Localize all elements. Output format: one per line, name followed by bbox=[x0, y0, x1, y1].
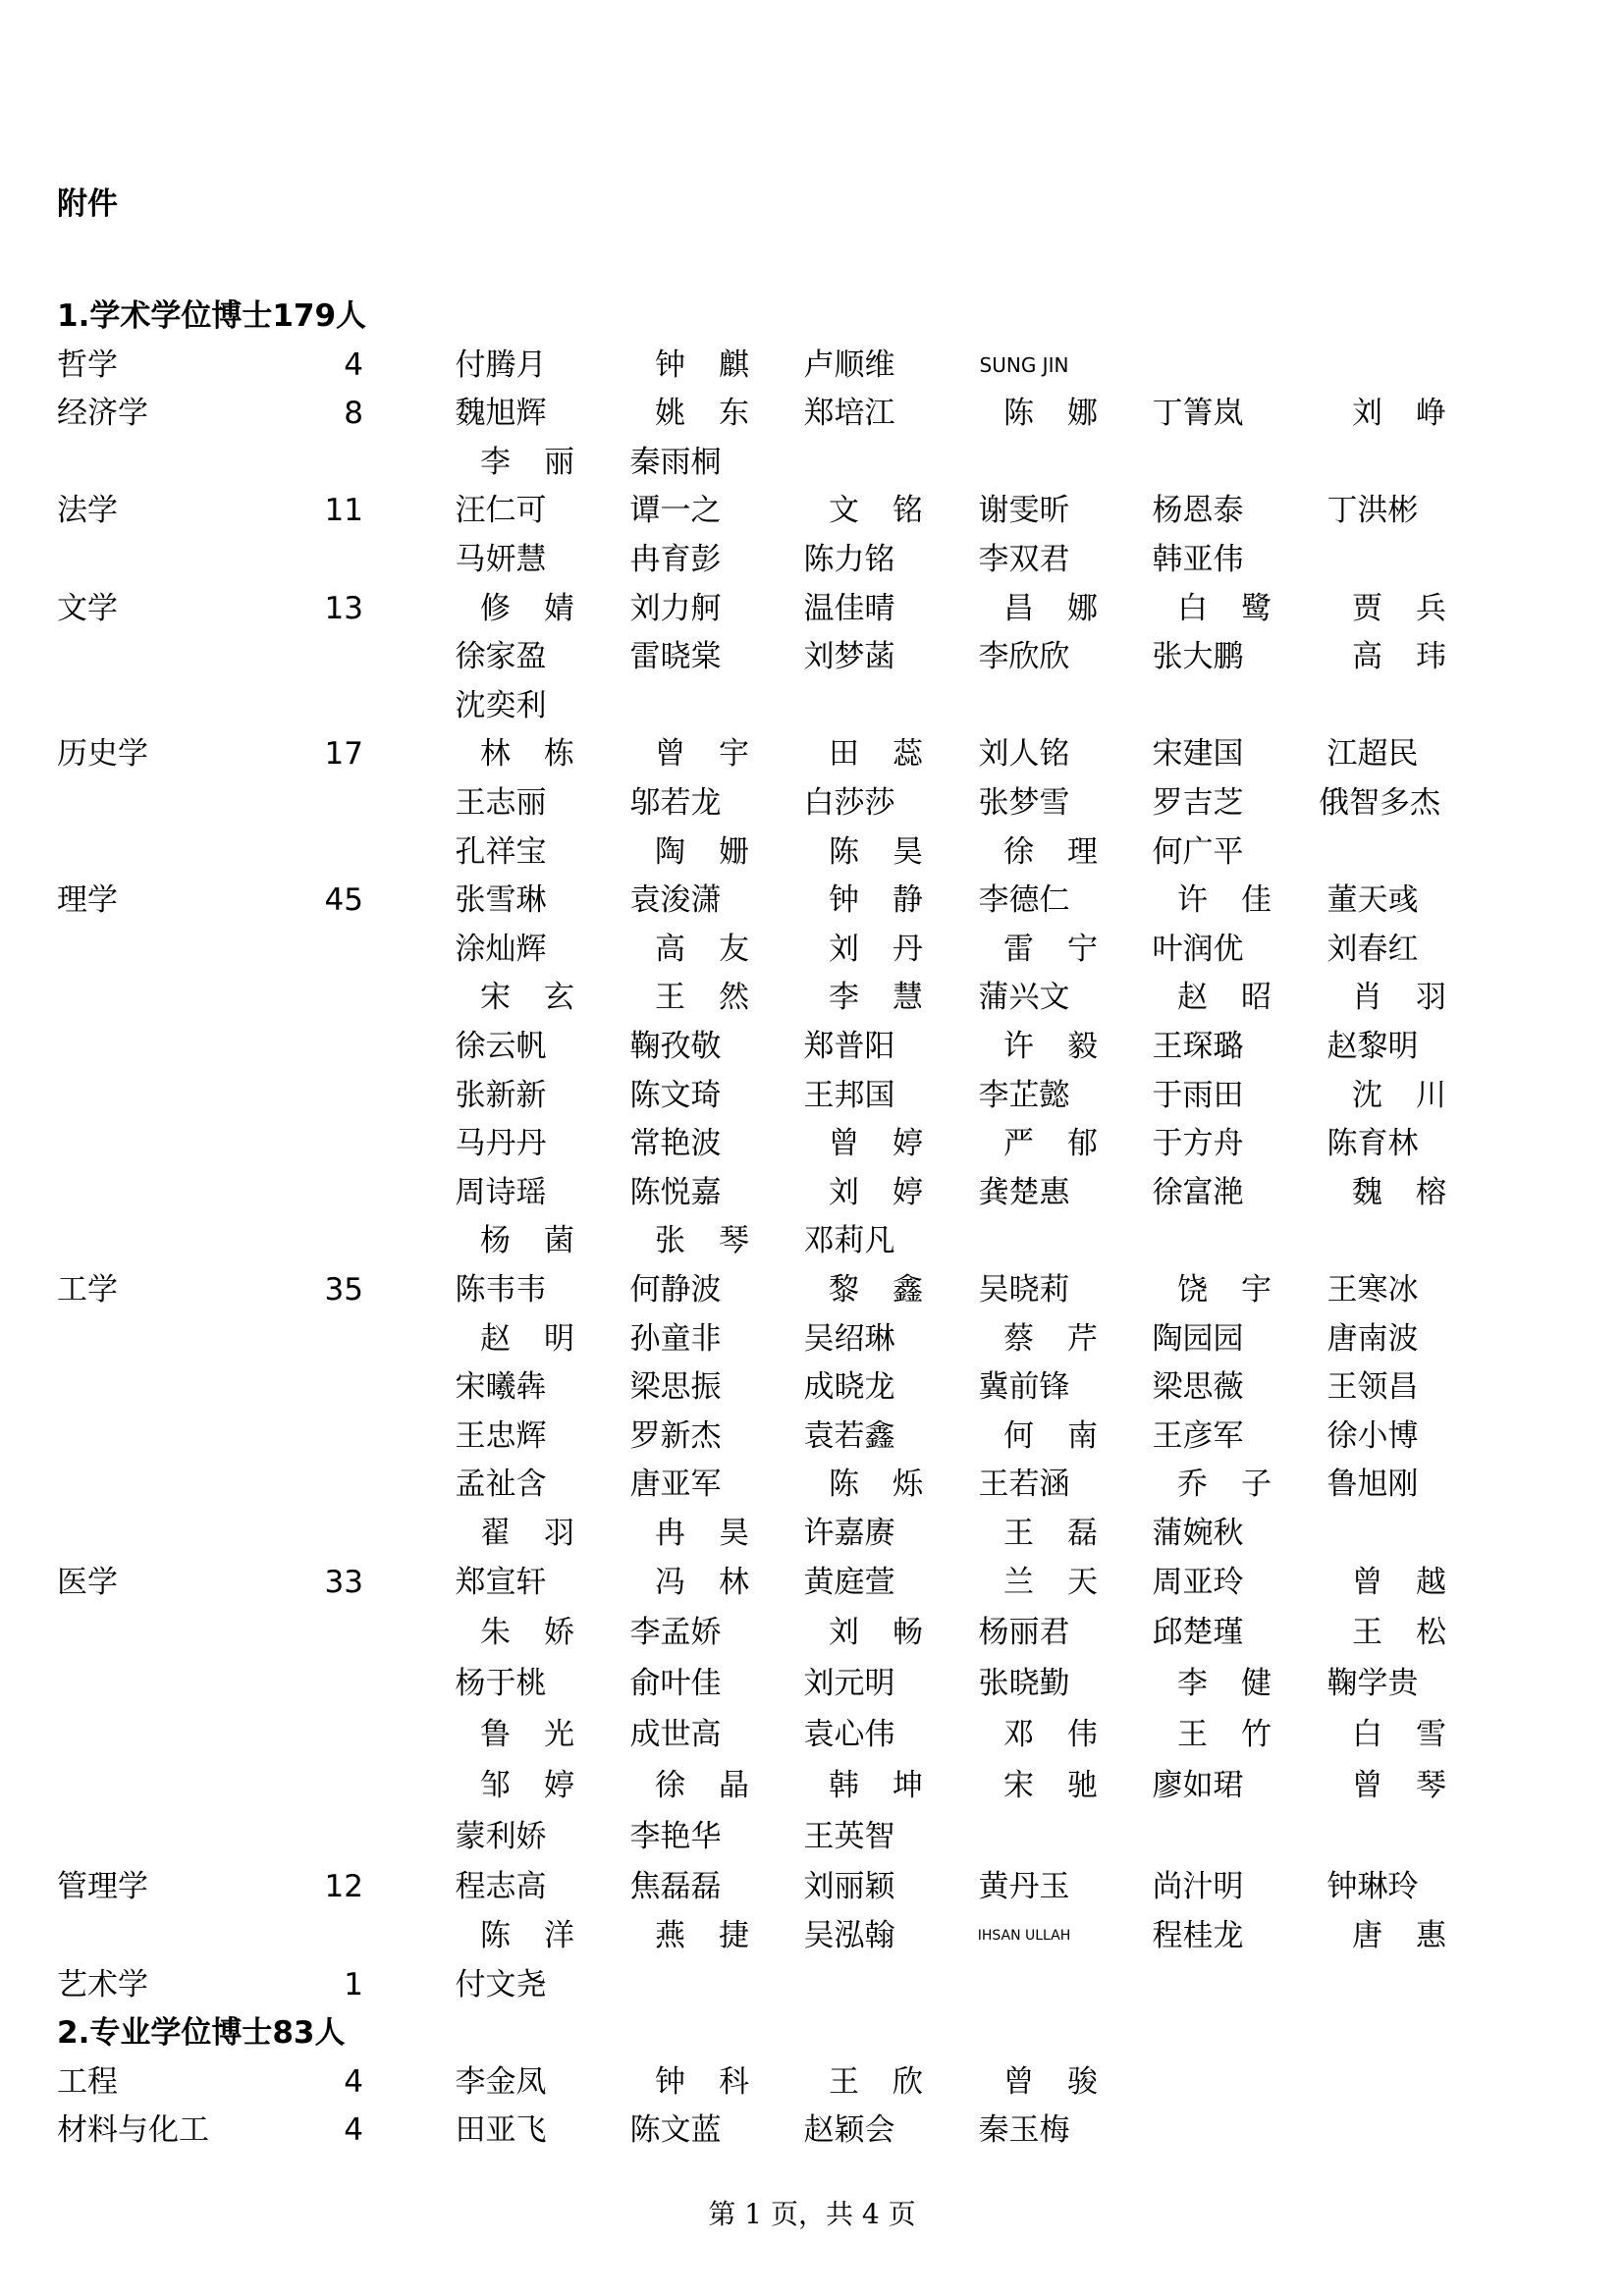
subject-row bbox=[0, 732, 1624, 775]
person-name: 袁心伟 bbox=[803, 1717, 895, 1752]
person-name: 邱楚瑾 bbox=[1152, 1615, 1244, 1651]
person-name: 朱娇 bbox=[480, 1615, 608, 1651]
person-name: 兰天 bbox=[1003, 1564, 1131, 1600]
person-name: 刘梦菡 bbox=[803, 639, 895, 675]
person-name: 杨恩泰 bbox=[1152, 493, 1244, 529]
subject-row bbox=[0, 2109, 1624, 2152]
person-name: 梁思薇 bbox=[1152, 1369, 1244, 1406]
person-name: 李艳华 bbox=[629, 1818, 722, 1854]
person-name: 沈奕利 bbox=[455, 687, 547, 723]
person-name: 钟静 bbox=[829, 882, 956, 919]
person-name: 肖羽 bbox=[1352, 980, 1480, 1016]
person-name: 曾越 bbox=[1352, 1564, 1480, 1600]
person-name: 陶园园 bbox=[1152, 1320, 1244, 1357]
person-name: 钟琳玲 bbox=[1326, 1869, 1419, 1905]
person-name: 刘元明 bbox=[803, 1666, 895, 1702]
person-name: 张晓勤 bbox=[978, 1666, 1070, 1702]
person-name: 曾婷 bbox=[829, 1126, 956, 1162]
person-name: 陈育林 bbox=[1326, 1126, 1419, 1162]
subject-row bbox=[0, 538, 1624, 581]
person-name: 鞠孜敬 bbox=[629, 1029, 722, 1064]
person-name: 乔子 bbox=[1177, 1467, 1305, 1503]
person-name: 饶宇 bbox=[1177, 1272, 1305, 1308]
subject-row bbox=[0, 1317, 1624, 1361]
subject-name: 艺术学 bbox=[57, 1966, 148, 2002]
person-name: 赵明 bbox=[480, 1320, 608, 1357]
page-footer: 第 1 页，共 4 页 bbox=[708, 2198, 916, 2230]
person-name: 高玮 bbox=[1352, 639, 1480, 675]
subject-row bbox=[0, 1365, 1624, 1409]
person-name: 蒙利娇 bbox=[455, 1818, 547, 1854]
person-name: 鲁旭刚 bbox=[1326, 1467, 1419, 1503]
person-name: 周诗瑶 bbox=[455, 1174, 547, 1210]
person-name: 雷宁 bbox=[1003, 931, 1131, 967]
person-name: 杨丽君 bbox=[978, 1615, 1070, 1651]
person-name: 赵颖会 bbox=[803, 2112, 895, 2149]
person-name: 程志高 bbox=[455, 1869, 547, 1905]
subject-count: 11 bbox=[324, 493, 363, 529]
person-name: 王忠辉 bbox=[455, 1417, 547, 1454]
person-name: 许佳 bbox=[1177, 882, 1305, 919]
person-name: 王寒冰 bbox=[1326, 1272, 1419, 1308]
person-name: 白雪 bbox=[1352, 1717, 1480, 1752]
person-name: 徐云帆 bbox=[455, 1029, 547, 1064]
person-name: 付文尧 bbox=[455, 1966, 547, 2002]
person-name: 陈娜 bbox=[1003, 396, 1131, 432]
person-name: 钟麒 bbox=[655, 347, 783, 383]
person-name: 俄智多杰 bbox=[1319, 785, 1440, 821]
person-name: 曾宇 bbox=[655, 736, 783, 773]
person-name: 王若涵 bbox=[978, 1467, 1070, 1503]
subject-row bbox=[0, 635, 1624, 678]
subject-row bbox=[0, 1561, 1624, 1604]
person-name: 杨菌 bbox=[480, 1223, 608, 1259]
person-name: 唐亚军 bbox=[629, 1467, 722, 1503]
subject-count: 33 bbox=[324, 1564, 363, 1600]
subject-row bbox=[0, 1764, 1624, 1807]
person-name: 宋建国 bbox=[1152, 736, 1244, 773]
person-name: 高友 bbox=[655, 931, 783, 967]
person-name: 徐晶 bbox=[655, 1767, 783, 1803]
subject-row bbox=[0, 489, 1624, 532]
subject-count: 12 bbox=[324, 1869, 363, 1905]
person-name: 邹婷 bbox=[480, 1767, 608, 1803]
person-name: 刘力舸 bbox=[629, 590, 722, 626]
subject-row bbox=[0, 1713, 1624, 1756]
person-name: 刘丽颖 bbox=[803, 1869, 895, 1905]
person-name: 焦磊磊 bbox=[629, 1869, 722, 1905]
person-name: 常艳波 bbox=[629, 1126, 722, 1162]
person-name: 丁洪彬 bbox=[1326, 493, 1419, 529]
subject-count: 4 bbox=[344, 2063, 363, 2100]
person-name: 白鹭 bbox=[1177, 590, 1305, 626]
person-name: 吴晓莉 bbox=[978, 1272, 1070, 1308]
person-name: 郑宣轩 bbox=[455, 1564, 547, 1600]
person-name: SUNG JIN bbox=[979, 352, 1069, 377]
person-name: 蒲婉秋 bbox=[1152, 1516, 1244, 1551]
person-name: 徐小博 bbox=[1326, 1417, 1419, 1454]
subject-row bbox=[0, 1171, 1624, 1214]
subject-row bbox=[0, 1963, 1624, 2006]
person-name: 付腾月 bbox=[455, 347, 547, 383]
section-title: 1.学术学位博士179人 bbox=[57, 298, 367, 334]
person-name: 李健 bbox=[1177, 1666, 1305, 1702]
person-name: 何南 bbox=[1003, 1417, 1131, 1454]
subject-row bbox=[0, 976, 1624, 1019]
person-name: 马妍慧 bbox=[455, 542, 547, 577]
subject-name: 法学 bbox=[57, 493, 118, 529]
person-name: 邓伟 bbox=[1003, 1717, 1131, 1752]
person-name: 王然 bbox=[655, 980, 783, 1016]
person-name: 刘峥 bbox=[1352, 396, 1480, 432]
person-name: 姚东 bbox=[655, 396, 783, 432]
person-name: 龚楚惠 bbox=[978, 1174, 1070, 1210]
subject-row bbox=[0, 1415, 1624, 1458]
person-name: 刘畅 bbox=[829, 1615, 956, 1651]
person-name: 秦雨桐 bbox=[629, 444, 722, 480]
section-title: 2.专业学位博士83人 bbox=[57, 2015, 346, 2052]
person-name: 昌娜 bbox=[1003, 590, 1131, 626]
subject-row bbox=[0, 1662, 1624, 1705]
person-name: 陈韦韦 bbox=[455, 1272, 547, 1308]
person-name: 王磊 bbox=[1003, 1516, 1131, 1551]
person-name: 刘春红 bbox=[1326, 931, 1419, 967]
person-name: 郑普阳 bbox=[803, 1029, 895, 1064]
person-name: 陈悦嘉 bbox=[629, 1174, 722, 1210]
person-name: 雷晓棠 bbox=[629, 639, 722, 675]
subject-row bbox=[0, 1074, 1624, 1117]
subject-row bbox=[0, 1512, 1624, 1555]
person-name: 王志丽 bbox=[455, 785, 547, 821]
person-name: 周亚玲 bbox=[1152, 1564, 1244, 1600]
person-name: 黄丹玉 bbox=[978, 1869, 1070, 1905]
person-name: 刘丹 bbox=[829, 931, 956, 967]
subject-count: 13 bbox=[324, 590, 363, 626]
person-name: 燕捷 bbox=[655, 1918, 783, 1953]
person-name: 徐理 bbox=[1003, 833, 1131, 870]
person-name: 张新新 bbox=[455, 1077, 547, 1113]
person-name: 于方舟 bbox=[1152, 1126, 1244, 1162]
person-name: 成晓龙 bbox=[803, 1369, 895, 1406]
subject-row bbox=[0, 830, 1624, 874]
person-name: 汪仁可 bbox=[455, 493, 547, 529]
person-name: 张雪琳 bbox=[455, 882, 547, 919]
person-name: 文铭 bbox=[829, 493, 956, 529]
person-name: 陈文蓝 bbox=[629, 2112, 722, 2149]
person-name: 宋驰 bbox=[1003, 1767, 1131, 1803]
person-name: 孙童非 bbox=[629, 1320, 722, 1357]
person-name: 梁思振 bbox=[629, 1369, 722, 1406]
person-name: 江超民 bbox=[1326, 736, 1419, 773]
subject-name: 材料与化工 bbox=[57, 2112, 209, 2149]
subject-row bbox=[0, 1219, 1624, 1262]
person-name: 涂灿辉 bbox=[455, 931, 547, 967]
subject-row bbox=[0, 1463, 1624, 1506]
person-name: 吴绍琳 bbox=[803, 1320, 895, 1357]
subject-name: 医学 bbox=[57, 1564, 118, 1600]
person-name: 白莎莎 bbox=[803, 785, 895, 821]
subject-row bbox=[0, 879, 1624, 922]
person-name: 冀前锋 bbox=[978, 1369, 1070, 1406]
subject-count: 1 bbox=[344, 1966, 363, 2002]
person-name: 鞠学贵 bbox=[1326, 1666, 1419, 1702]
person-name: 罗吉芝 bbox=[1152, 785, 1244, 821]
person-name: 孟祉含 bbox=[455, 1467, 547, 1503]
person-name: 宋玄 bbox=[480, 980, 608, 1016]
person-name: 冉育彭 bbox=[629, 542, 722, 577]
person-name: 罗新杰 bbox=[629, 1417, 722, 1454]
person-name: 张大鹏 bbox=[1152, 639, 1244, 675]
subject-row bbox=[0, 587, 1624, 630]
subject-count: 4 bbox=[344, 2112, 363, 2149]
person-name: 鲁光 bbox=[480, 1717, 608, 1752]
subject-name: 理学 bbox=[57, 882, 118, 919]
person-name: 李孟娇 bbox=[629, 1615, 722, 1651]
subject-row bbox=[0, 928, 1624, 971]
person-name: 王琛璐 bbox=[1152, 1029, 1244, 1064]
subject-name: 文学 bbox=[57, 590, 118, 626]
person-name: 陈洋 bbox=[480, 1918, 608, 1953]
subject-row bbox=[0, 1611, 1624, 1654]
subject-row bbox=[0, 1815, 1624, 1858]
person-name: 王彦军 bbox=[1152, 1417, 1244, 1454]
subject-count: 17 bbox=[324, 736, 363, 773]
subject-row bbox=[0, 1865, 1624, 1908]
person-name: 田亚飞 bbox=[455, 2112, 547, 2149]
person-name: 程桂龙 bbox=[1152, 1918, 1244, 1953]
person-name: IHSAN ULLAH bbox=[977, 1928, 1071, 1944]
person-name: 李金凤 bbox=[455, 2063, 547, 2100]
subject-name: 管理学 bbox=[57, 1869, 148, 1905]
person-name: 李双君 bbox=[978, 542, 1070, 577]
person-name: 俞叶佳 bbox=[629, 1666, 722, 1702]
subject-name: 哲学 bbox=[57, 347, 118, 383]
person-name: 邓莉凡 bbox=[803, 1223, 895, 1259]
person-name: 刘婷 bbox=[829, 1174, 956, 1210]
person-name: 许嘉赓 bbox=[803, 1516, 895, 1551]
person-name: 田蕊 bbox=[829, 736, 956, 773]
subject-name: 工学 bbox=[57, 1272, 118, 1308]
person-name: 邬若龙 bbox=[629, 785, 722, 821]
person-name: 魏榕 bbox=[1352, 1174, 1480, 1210]
person-name: 尚汁明 bbox=[1152, 1869, 1244, 1905]
person-name: 王欣 bbox=[829, 2063, 956, 2100]
person-name: 马丹丹 bbox=[455, 1126, 547, 1162]
person-name: 温佳晴 bbox=[803, 590, 895, 626]
person-name: 严郁 bbox=[1003, 1126, 1131, 1162]
person-name: 黎鑫 bbox=[829, 1272, 956, 1308]
person-name: 张琴 bbox=[655, 1223, 783, 1259]
person-name: 李芷懿 bbox=[978, 1077, 1070, 1113]
attachment-title: 附件 bbox=[57, 187, 118, 222]
person-name: 卢顺维 bbox=[803, 347, 895, 383]
subject-row bbox=[0, 344, 1624, 387]
person-name: 曾琴 bbox=[1352, 1767, 1480, 1803]
person-name: 何静波 bbox=[629, 1272, 722, 1308]
person-name: 沈川 bbox=[1352, 1077, 1480, 1113]
subject-row bbox=[0, 781, 1624, 825]
person-name: 陈文琦 bbox=[629, 1077, 722, 1113]
person-name: 修婧 bbox=[480, 590, 608, 626]
person-name: 李丽 bbox=[480, 444, 608, 480]
person-name: 蒲兴文 bbox=[978, 980, 1070, 1016]
person-name: 董天彧 bbox=[1326, 882, 1419, 919]
person-name: 王竹 bbox=[1177, 1717, 1305, 1752]
subject-name: 经济学 bbox=[57, 396, 148, 432]
person-name: 宋曦犇 bbox=[455, 1369, 547, 1406]
person-name: 韩亚伟 bbox=[1152, 542, 1244, 577]
person-name: 林栋 bbox=[480, 736, 608, 773]
person-name: 廖如珺 bbox=[1152, 1767, 1244, 1803]
person-name: 赵昭 bbox=[1177, 980, 1305, 1016]
person-name: 陈昊 bbox=[829, 833, 956, 870]
subject-row bbox=[0, 1122, 1624, 1165]
person-name: 李德仁 bbox=[978, 882, 1070, 919]
person-name: 王邦国 bbox=[803, 1077, 895, 1113]
person-name: 陶姗 bbox=[655, 833, 783, 870]
person-name: 蔡芹 bbox=[1003, 1320, 1131, 1357]
person-name: 韩坤 bbox=[829, 1767, 956, 1803]
person-name: 吴泓翰 bbox=[803, 1918, 895, 1953]
person-name: 刘人铭 bbox=[978, 736, 1070, 773]
subject-count: 35 bbox=[324, 1272, 363, 1308]
person-name: 魏旭辉 bbox=[455, 396, 547, 432]
subject-row bbox=[0, 441, 1624, 484]
person-name: 李慧 bbox=[829, 980, 956, 1016]
person-name: 徐家盈 bbox=[455, 639, 547, 675]
person-name: 赵黎明 bbox=[1326, 1029, 1419, 1064]
subject-row bbox=[0, 2060, 1624, 2104]
subject-name: 历史学 bbox=[57, 736, 148, 773]
person-name: 李欣欣 bbox=[978, 639, 1070, 675]
person-name: 王松 bbox=[1352, 1615, 1480, 1651]
person-name: 谢雯昕 bbox=[978, 493, 1070, 529]
person-name: 秦玉梅 bbox=[978, 2112, 1070, 2149]
subject-count: 8 bbox=[344, 396, 363, 432]
subject-name: 工程 bbox=[57, 2063, 118, 2100]
subject-row bbox=[0, 1025, 1624, 1068]
person-name: 张梦雪 bbox=[978, 785, 1070, 821]
person-name: 袁浚潇 bbox=[629, 882, 722, 919]
person-name: 冯林 bbox=[655, 1564, 783, 1600]
person-name: 郑培江 bbox=[803, 396, 895, 432]
person-name: 贾兵 bbox=[1352, 590, 1480, 626]
person-name: 陈烁 bbox=[829, 1467, 956, 1503]
person-name: 唐南波 bbox=[1326, 1320, 1419, 1357]
person-name: 许毅 bbox=[1003, 1029, 1131, 1064]
person-name: 成世高 bbox=[629, 1717, 722, 1752]
person-name: 唐惠 bbox=[1352, 1918, 1480, 1953]
person-name: 钟科 bbox=[655, 2063, 783, 2100]
subject-row bbox=[0, 684, 1624, 727]
person-name: 曾骏 bbox=[1003, 2063, 1131, 2100]
person-name: 袁若鑫 bbox=[803, 1417, 895, 1454]
person-name: 于雨田 bbox=[1152, 1077, 1244, 1113]
person-name: 丁箐岚 bbox=[1152, 396, 1244, 432]
person-name: 翟羽 bbox=[480, 1516, 608, 1551]
person-name: 王英智 bbox=[803, 1818, 895, 1854]
subject-row bbox=[0, 1268, 1624, 1311]
subject-row bbox=[0, 1914, 1624, 1957]
subject-count: 45 bbox=[324, 882, 363, 919]
person-name: 谭一之 bbox=[629, 493, 722, 529]
subject-count: 4 bbox=[344, 347, 363, 383]
person-name: 陈力铭 bbox=[803, 542, 895, 577]
person-name: 杨于桃 bbox=[455, 1666, 547, 1702]
person-name: 叶润优 bbox=[1152, 931, 1244, 967]
person-name: 冉昊 bbox=[655, 1516, 783, 1551]
person-name: 黄庭萱 bbox=[803, 1564, 895, 1600]
person-name: 何广平 bbox=[1152, 833, 1244, 870]
person-name: 王领昌 bbox=[1326, 1369, 1419, 1406]
person-name: 孔祥宝 bbox=[455, 833, 547, 870]
subject-row bbox=[0, 392, 1624, 435]
person-name: 徐富滟 bbox=[1152, 1174, 1244, 1210]
